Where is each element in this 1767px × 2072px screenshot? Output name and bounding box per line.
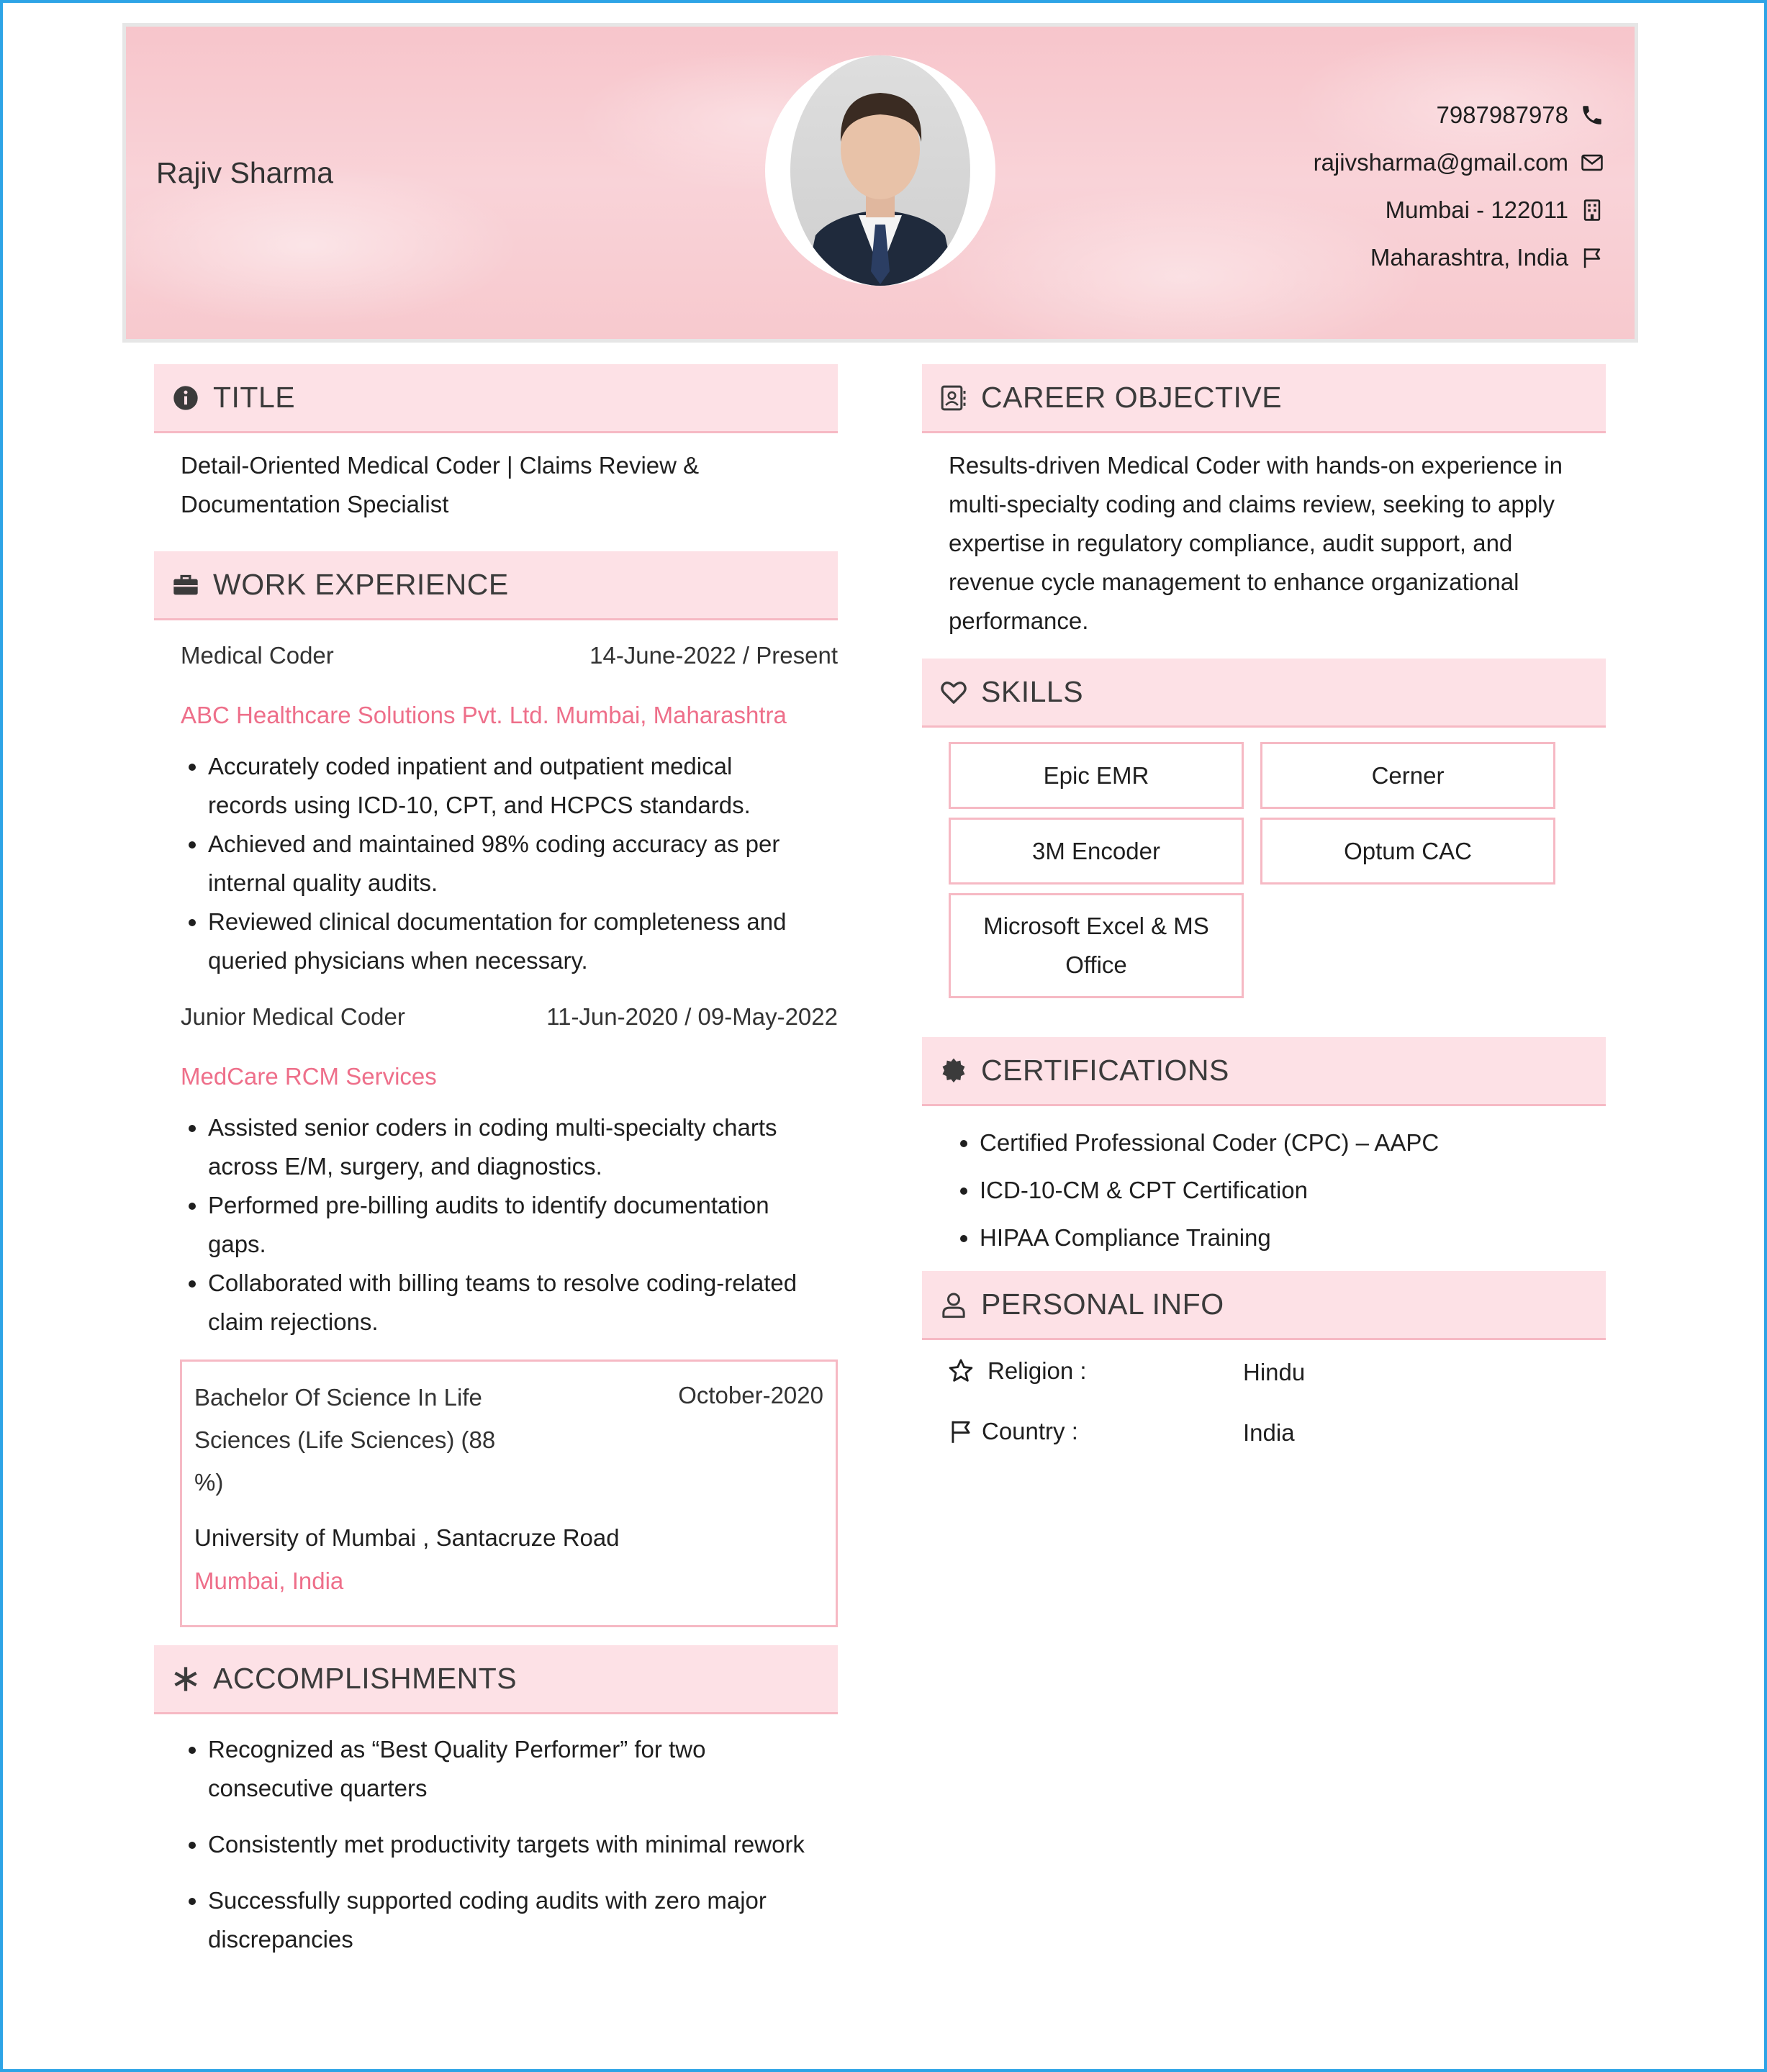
info-circle-icon — [171, 384, 200, 412]
list-item: • ICD-10-CM & CPT Certification — [980, 1167, 1613, 1214]
phone-icon — [1580, 103, 1604, 127]
city-text: Mumbai - 122011 — [1385, 196, 1568, 223]
certifications-header — [922, 1037, 1606, 1106]
job-2-role: Junior Medical Coder — [181, 1003, 405, 1030]
skill-chip: Microsoft Excel & MS Office — [949, 893, 1244, 998]
work-experience-heading: WORK EXPERIENCE — [213, 568, 509, 601]
list-item: • Accurately coded inpatient and outpatient medical records using ICD-10, CPT, and HCPCS standards. — [208, 747, 856, 825]
job-2-dates: 11-Jun-2020 / 09-May-2022 — [546, 1003, 838, 1030]
education-date: October-2020 — [678, 1382, 823, 1408]
skills-header — [922, 659, 1606, 728]
briefcase-icon — [171, 571, 200, 600]
accomplishments-list — [181, 1730, 863, 1959]
list-item: • Recognized as “Best Quality Performer” for two consecutive quarters — [208, 1730, 863, 1808]
envelope-icon — [1580, 150, 1604, 175]
job-2-company: MedCare RCM Services — [181, 1063, 437, 1090]
contact-card-icon — [939, 384, 968, 412]
candidate-name: Rajiv Sharma — [156, 156, 334, 189]
list-item: • Collaborated with billing teams to resolve coding-related claim rejections. — [208, 1264, 856, 1342]
flag-icon — [947, 1418, 975, 1445]
title-section-header — [154, 364, 838, 433]
religion-row — [947, 1357, 1087, 1385]
personal-info-heading: PERSONAL INFO — [981, 1288, 1224, 1321]
education-university: University of Mumbai , Santacruze Road — [194, 1524, 620, 1551]
contact-city — [1314, 186, 1604, 234]
country-label: Country : — [982, 1418, 1078, 1444]
job-1-role: Medical Coder — [181, 642, 334, 669]
list-item: • Consistently met productivity targets with minimal rework — [208, 1825, 863, 1864]
certifications-heading: CERTIFICATIONS — [981, 1054, 1229, 1087]
personal-info-header — [922, 1271, 1606, 1340]
email-address: rajivsharma@gmail.com — [1313, 149, 1568, 176]
list-item: • Successfully supported coding audits with zero major discrepancies — [208, 1881, 863, 1959]
asterisk-icon — [171, 1665, 200, 1693]
accomplishments-heading: ACCOMPLISHMENTS — [213, 1662, 518, 1695]
flag-icon — [1580, 245, 1604, 270]
contact-state — [1314, 234, 1604, 281]
building-icon — [1580, 198, 1604, 222]
religion-label: Religion : — [988, 1357, 1087, 1384]
country-row — [947, 1418, 1078, 1445]
list-item: • Achieved and maintained 98% coding accuracy as per internal quality audits. — [208, 825, 856, 902]
profile-photo — [765, 55, 995, 286]
skill-chip: 3M Encoder — [949, 818, 1244, 885]
work-experience-header — [154, 551, 838, 620]
country-value: India — [1243, 1419, 1295, 1446]
certifications-list — [952, 1119, 1613, 1262]
education-degree: Bachelor Of Science In Life Sciences (Life Sciences) (88 %) — [194, 1384, 496, 1496]
job-1-header — [181, 642, 838, 669]
career-objective-heading: CAREER OBJECTIVE — [981, 381, 1283, 414]
job-1-company: ABC Healthcare Solutions Pvt. Ltd. Mumbai, Maharashtra — [181, 702, 787, 728]
job-2-bullets — [181, 1108, 856, 1342]
contact-phone — [1314, 91, 1604, 139]
job-2-header — [181, 1003, 838, 1031]
list-item: • Reviewed clinical documentation for completeness and queried physicians when necessary. — [208, 902, 856, 980]
accomplishments-header — [154, 1645, 838, 1714]
resume-header — [122, 23, 1638, 343]
user-icon — [939, 1290, 968, 1319]
title-text: Detail-Oriented Medical Coder | Claims Review & Documentation Specialist — [181, 452, 700, 517]
job-1-dates: 14-June-2022 / Present — [589, 642, 838, 669]
list-item: • Assisted senior coders in coding multi-specialty charts across E/M, surgery, and diagnostics. — [208, 1108, 856, 1186]
education-location: Mumbai, India — [194, 1567, 344, 1594]
badge-icon — [939, 1057, 968, 1085]
list-item: • HIPAA Compliance Training — [980, 1214, 1613, 1262]
phone-number: 7987987978 — [1436, 101, 1568, 128]
profile-photo-image — [790, 55, 970, 286]
education-card — [180, 1360, 838, 1627]
list-item: • Certified Professional Coder (CPC) – AAPC — [980, 1119, 1613, 1167]
person-portrait-icon — [790, 55, 970, 286]
skills-heading: SKILLS — [981, 675, 1084, 708]
contact-email — [1314, 139, 1604, 186]
state-text: Maharashtra, India — [1370, 244, 1568, 271]
heart-icon — [939, 678, 968, 707]
job-1-bullets — [181, 747, 856, 980]
list-item: • Performed pre-billing audits to identify documentation gaps. — [208, 1186, 856, 1264]
skill-chip: Epic EMR — [949, 742, 1244, 809]
career-objective-text: Results-driven Medical Coder with hands-on experience in multi-specialty coding and claims review, seeking to apply expertise in regulatory compliance, audit support, and revenue cycle management to enhance organizational performance. — [949, 452, 1563, 634]
career-objective-header — [922, 364, 1606, 433]
contact-list — [1314, 91, 1604, 281]
title-heading: TITLE — [213, 381, 296, 414]
skill-chip: Cerner — [1260, 742, 1555, 809]
religion-value: Hindu — [1243, 1359, 1306, 1385]
star-icon — [947, 1357, 975, 1385]
skill-chip: Optum CAC — [1260, 818, 1555, 885]
